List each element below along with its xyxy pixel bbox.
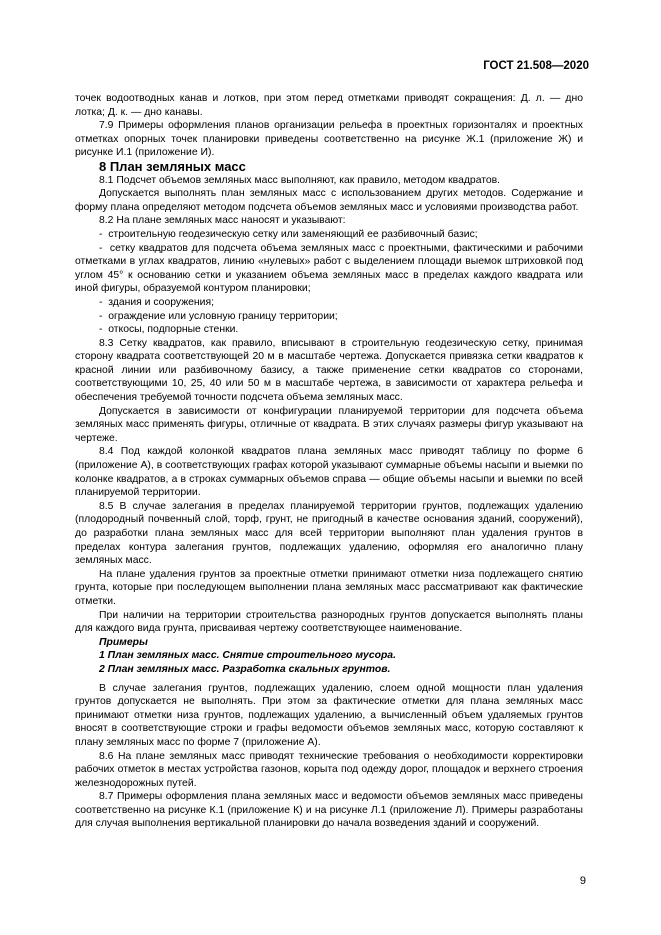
example-item: 1 План земляных масс. Снятие строительного мусора. [99,650,396,662]
list-item-text: откосы, подпорные стенки. [108,324,239,336]
list-item-text: сетку квадратов для подсчета объема земляных масс с проектными, фактическими и рабочими отметками в углах квадратов, линию «нулевых» работ с выделением площади выемок штриховкой под углом 45° к основанию сетки и указанием объема земляных масс в пределах каждого квадрата или иной фигуры, образуемой контуром планировки; [75,242,584,295]
list-item-text: ограждение или условную границу территории; [108,310,338,322]
paragraph: Допускается выполнять план земляных масс с использованием других методов. Содержание и форму плана определяют методом подсчета объемов земляных масс и условиями производства работ. [75,188,583,213]
bullet-dash: - [99,228,109,240]
paragraph: На плане удаления грунтов за проектные отметки принимают отметки низа подлежащего снятию грунта, которые при последующем выполнении плана земляных масс рассматривают как фактические отметки. [75,568,583,607]
example-item: 2 План земляных масс. Разработка скальных грунтов. [99,663,391,675]
paragraph: В случае залегания грунтов, подлежащих удалению, слоем одной мощности план удаления грунтов допускается не выполнять. При этом за фактические отметки для плана земляных масс принимают отметки низа грунтов, подлежащих удалению, а вычисленный объем удаляемых грунтов вносят в соответствующие строки и графы ведомости объемов земляных масс, которую составляют к плану земляных масс по форме 7 (приложение А). [75,682,583,748]
list-item [75,323,583,337]
paragraph: При наличии на территории строительства разнородных грунтов допускается выполнять планы для каждого вида грунта, присваивая чертежу соответствующее наименование. [75,609,583,635]
page-content [75,92,583,831]
paragraph-continued: точек водоотводных канав и лотков, при этом перед отметками приводят сокращения: Д. л. — дно лотка; Д. к. — дно канавы. [75,93,583,118]
paragraph-8-6: 8.6 На плане земляных масс приводят технические требования о необходимости корректировки рабочих отметок в местах устройства газонов, корыта под одежду дорог, площадок и верхнего строения железнодорожных путей. [75,750,583,789]
bullet-dash: - [99,242,110,254]
paragraph-8-3: 8.3 Сетку квадратов, как правило, вписывают в строительную геодезическую сетку, принимая сторону квадрата соответствующей 20 м в масштабе чертежа. Допускается привязка сетки квадратов к красной линии или разбивочному базису, а также применение сетки квадратов со сторонами, соответствующими 10, 25, 40 или 50 м в масштабе чертежа, в зависимости от характера рельефа и обеспечения требуемой точности подсчета объема земляных масс. [75,337,583,404]
list-item [75,296,583,310]
paragraph-7-9: 7.9 Примеры оформления планов организации рельефа в проектных горизонталях и проектных отметках опорных точек планировки приведены соответственно на рисунке Ж.1 (приложение Ж) и рисунке И.1 (приложение И). [75,120,583,159]
paragraph-8-5: 8.5 В случае залегания в пределах планируемой территории грунтов, подлежащих удалению (плодородный почвенный слой, торф, грунт, не пригодный в качестве основания зданий, сооружений), до разработки плана земляных масс для всей территории выполняют план удаления грунтов в пределах контура залегания грунтов, подлежащих удалению, оформляя его аналогично плану земляных масс. [75,500,583,567]
paragraph-8-2: 8.2 На плане земляных масс наносят и указывают: [99,215,346,227]
examples-heading: Примеры [99,636,148,648]
list-item [75,228,583,242]
list-item-text: здания и сооружения; [108,296,214,308]
bullet-dash: - [99,324,109,336]
paragraph-8-1: 8.1 Подсчет объемов земляных масс выполняют, как правило, методом квадратов. [99,174,501,186]
document-code: ГОСТ 21.508—2020 [483,60,589,72]
list-item [75,242,583,296]
bullet-dash: - [99,310,109,322]
paragraph: Допускается в зависимости от конфигурации планируемой территории для подсчета объема земляных масс применять фигуры, отличные от квадрата. В этих случаях размеры фигур указывают на чертеже. [75,405,583,444]
paragraph-8-7: 8.7 Примеры оформления плана земляных масс и ведомости объемов земляных масс приведены соответственно на рисунке К.1 (приложение К) и на рисунке Л.1 (приложение Л). Примеры разработаны для случая выполнения вертикальной планировки до начала возведения зданий и сооружений. [75,791,583,830]
section-title: 8 План земляных масс [99,158,246,174]
page-number: 9 [579,875,586,887]
bullet-dash: - [99,296,109,308]
paragraph-8-4: 8.4 Под каждой колонкой квадратов плана земляных масс приводят таблицу по форме 6 (приложение А), в соответствующих графах которой указывают суммарные объемы насыпи и выемки по колонке квадратов, а в строках суммарных объемов справа — общие объемы насыпи и выемки по всей планируемой территории. [75,446,583,499]
list-item-text: строительную геодезическую сетку или заменяющий ее разбивочный базис; [108,228,478,240]
list-item [75,310,583,324]
